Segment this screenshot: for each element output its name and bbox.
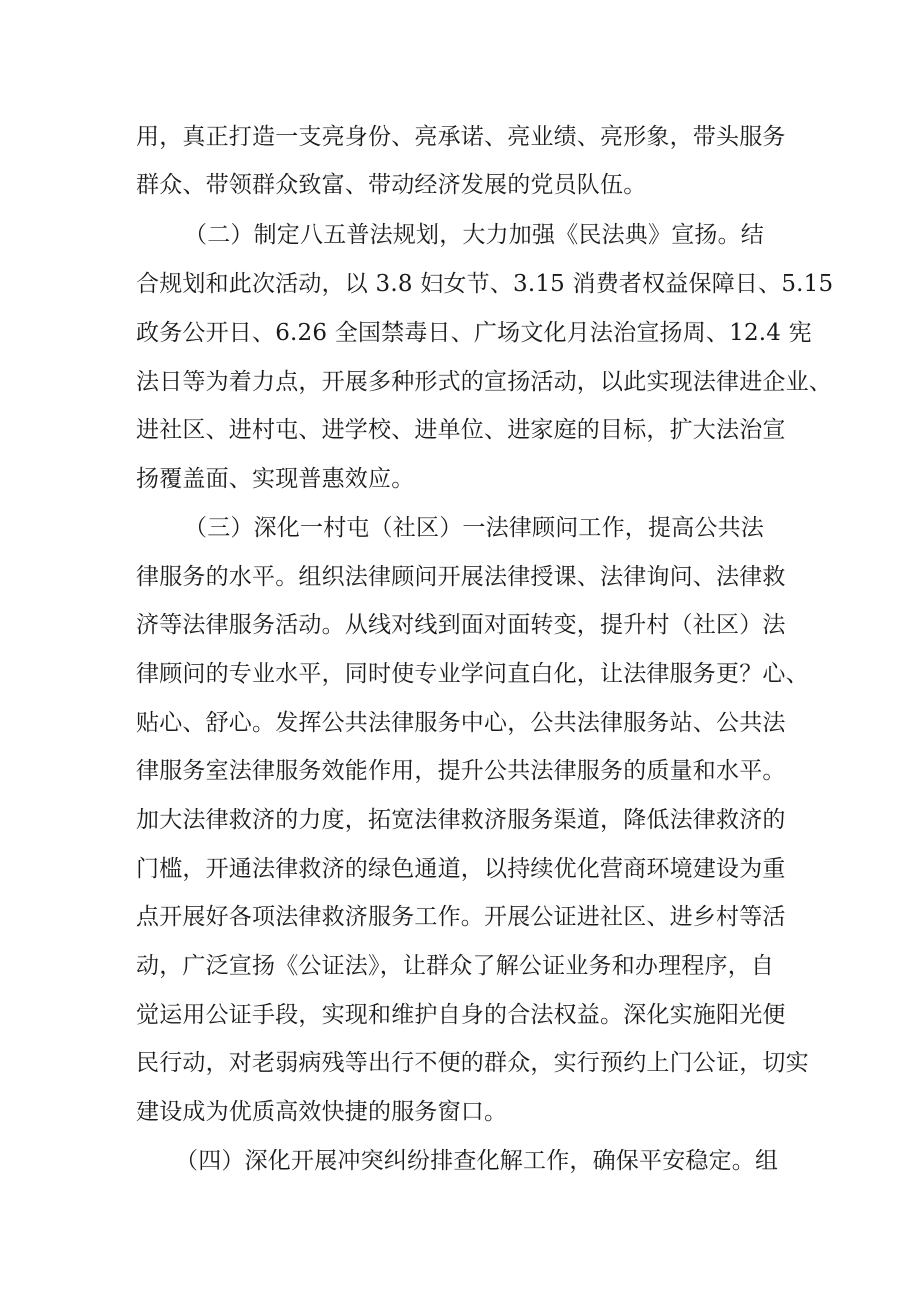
paragraph-3-line-7: 加大法律救济的力度，拓宽法律救济服务渠道，降低法律救济的 xyxy=(136,807,786,833)
paragraph-2-line-5: 进社区、进村屯、进学校、进单位、进家庭的目标，扩大法治宣 xyxy=(136,417,786,443)
paragraph-3-line-5: 贴心、舒心。发挥公共法律服务中心，公共法律服务站、公共法 xyxy=(136,710,786,736)
paragraph-2-line-3: 政务公开日、6.26 全国禁毒日、广场文化月法治宣扬周、12.4 宪 xyxy=(136,320,812,346)
paragraph-3-line-9: 点开展好各项法律救济服务工作。开展公证进社区、进乡村等活 xyxy=(136,904,786,930)
paragraph-3-line-3: 济等法律服务活动。从线对线到面对面转变，提升村（社区）法 xyxy=(136,612,786,638)
paragraph-2-line-6: 扬覆盖面、实现普惠效应。 xyxy=(136,466,415,492)
paragraph-1-line-1: 用，真正打造一支亮身份、亮承诺、亮业绩、亮形象，带头服务 xyxy=(136,124,786,150)
paragraph-3-line-8: 门槛，开通法律救济的绿色通道，以持续优化营商环境建设为重 xyxy=(136,856,786,882)
paragraph-4-line-1: （四）深化开展冲突纠纷排查化解工作，确保平安稳定。组 xyxy=(175,1148,779,1174)
paragraph-2-line-4: 法日等为着力点，开展多种形式的宣扬活动，以此实现法律进企业、 xyxy=(136,369,832,395)
paragraph-3-line-1: （三）深化一村屯（社区）一法律顾问工作，提高公共法 xyxy=(184,515,764,541)
paragraph-3-line-12: 民行动，对老弱病残等出行不便的群众，实行预约上门公证，切实 xyxy=(136,1050,809,1076)
paragraph-3-line-13: 建设成为优质高效快捷的服务窗口。 xyxy=(136,1099,508,1125)
paragraph-3-line-6: 律服务室法律服务效能作用，提升公共法律服务的质量和水平。 xyxy=(136,758,786,784)
paragraph-2-line-2: 合规划和此次活动，以 3.8 妇女节、3.15 消费者权益保障日、5.15 xyxy=(136,271,834,297)
paragraph-3-line-10: 动，广泛宣扬《公证法》，让群众了解公证业务和办理程序，自 xyxy=(136,953,775,979)
paragraph-3-line-11: 觉运用公证手段，实现和维护自身的合法权益。深化实施阳光便 xyxy=(136,1002,786,1028)
paragraph-1-line-2: 群众、带领群众致富、带动经济发展的党员队伍。 xyxy=(136,172,647,198)
paragraph-3-line-4: 律顾问的专业水平，同时使专业学问直白化，让法律服务更？心、 xyxy=(136,661,809,687)
paragraph-2-line-1: （二）制定八五普法规划，大力加强《民法典》宣扬。结 xyxy=(184,222,764,248)
paragraph-3-line-2: 律服务的水平。组织法律顾问开展法律授课、法律询问、法律救 xyxy=(136,564,786,590)
